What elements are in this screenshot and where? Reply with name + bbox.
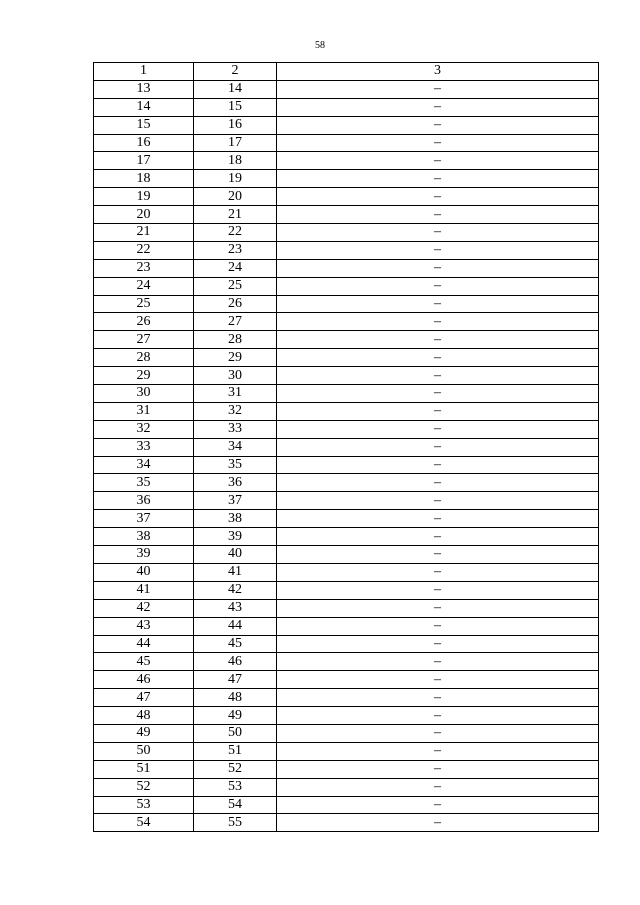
- table-cell-col-2: 26: [194, 295, 277, 313]
- table-cell-col-2: 48: [194, 689, 277, 707]
- table-cell-col-3: –: [277, 796, 599, 814]
- table-cell-col-2: 39: [194, 528, 277, 546]
- table-cell-col-2: 30: [194, 367, 277, 385]
- table-cell-col-1: 29: [94, 367, 194, 385]
- table-cell-col-2: 31: [194, 385, 277, 403]
- table-cell-col-1: 20: [94, 206, 194, 224]
- table-cell-col-1: 44: [94, 635, 194, 653]
- table-cell-col-1: 38: [94, 528, 194, 546]
- table-cell-col-2: 44: [194, 617, 277, 635]
- table-row: [94, 331, 599, 349]
- table-cell-col-2: 54: [194, 796, 277, 814]
- column-header-1: 1: [94, 63, 194, 81]
- table-cell-col-1: 17: [94, 152, 194, 170]
- table-cell-col-1: 23: [94, 259, 194, 277]
- table-cell-col-2: 15: [194, 98, 277, 116]
- table-cell-col-1: 51: [94, 760, 194, 778]
- table-cell-col-2: 22: [194, 224, 277, 242]
- table-row: [94, 760, 599, 778]
- table-row: [94, 80, 599, 98]
- table-cell-col-1: 24: [94, 277, 194, 295]
- table-cell-col-1: 54: [94, 814, 194, 832]
- table-cell-col-3: –: [277, 385, 599, 403]
- table-cell-col-3: –: [277, 420, 599, 438]
- table-cell-col-1: 47: [94, 689, 194, 707]
- table-row: [94, 259, 599, 277]
- table-cell-col-3: –: [277, 814, 599, 832]
- table-cell-col-1: 28: [94, 349, 194, 367]
- table-cell-col-2: 16: [194, 116, 277, 134]
- table-row: [94, 367, 599, 385]
- table-cell-col-3: –: [277, 170, 599, 188]
- table-row: [94, 617, 599, 635]
- table-row: [94, 474, 599, 492]
- table-cell-col-2: 32: [194, 402, 277, 420]
- table-row: [94, 671, 599, 689]
- table-cell-col-1: 52: [94, 778, 194, 796]
- table-cell-col-3: –: [277, 546, 599, 564]
- table-cell-col-3: –: [277, 116, 599, 134]
- table-cell-col-2: 46: [194, 653, 277, 671]
- table-cell-col-2: 14: [194, 80, 277, 98]
- table-cell-col-2: 50: [194, 724, 277, 742]
- table-cell-col-1: 53: [94, 796, 194, 814]
- table-cell-col-1: 15: [94, 116, 194, 134]
- table-cell-col-3: –: [277, 367, 599, 385]
- table-row: [94, 98, 599, 116]
- table-row: [94, 313, 599, 331]
- table-cell-col-2: 47: [194, 671, 277, 689]
- table-cell-col-3: –: [277, 295, 599, 313]
- table-cell-col-1: 50: [94, 742, 194, 760]
- table-cell-col-1: 14: [94, 98, 194, 116]
- table-row: [94, 778, 599, 796]
- table-cell-col-3: –: [277, 206, 599, 224]
- table-row: [94, 563, 599, 581]
- table-cell-col-1: 46: [94, 671, 194, 689]
- table-cell-col-1: 41: [94, 581, 194, 599]
- table-row: [94, 402, 599, 420]
- table-cell-col-1: 33: [94, 438, 194, 456]
- table-cell-col-3: –: [277, 134, 599, 152]
- table-cell-col-3: –: [277, 313, 599, 331]
- table-row: [94, 653, 599, 671]
- table-cell-col-3: –: [277, 581, 599, 599]
- table-cell-col-1: 30: [94, 385, 194, 403]
- table-cell-col-3: –: [277, 492, 599, 510]
- column-header-2: 2: [194, 63, 277, 81]
- table-cell-col-2: 35: [194, 456, 277, 474]
- table-cell-col-3: –: [277, 635, 599, 653]
- table-cell-col-2: 43: [194, 599, 277, 617]
- table-row: [94, 456, 599, 474]
- table-row: [94, 742, 599, 760]
- table-cell-col-2: 18: [194, 152, 277, 170]
- table-cell-col-2: 53: [194, 778, 277, 796]
- table-row: [94, 206, 599, 224]
- table-cell-col-1: 48: [94, 707, 194, 725]
- table-row: [94, 599, 599, 617]
- table-cell-col-3: –: [277, 563, 599, 581]
- table-cell-col-2: 41: [194, 563, 277, 581]
- table-cell-col-2: 33: [194, 420, 277, 438]
- table-cell-col-3: –: [277, 98, 599, 116]
- table-cell-col-3: –: [277, 689, 599, 707]
- table-row: [94, 170, 599, 188]
- page-number: 58: [315, 40, 325, 51]
- table-row: [94, 528, 599, 546]
- table-cell-col-1: 40: [94, 563, 194, 581]
- table-cell-col-3: –: [277, 349, 599, 367]
- table-cell-col-1: 36: [94, 492, 194, 510]
- table-row: [94, 134, 599, 152]
- table-row: [94, 385, 599, 403]
- table-cell-col-1: 39: [94, 546, 194, 564]
- table-cell-col-3: –: [277, 438, 599, 456]
- table-cell-col-2: 55: [194, 814, 277, 832]
- table-cell-col-3: –: [277, 188, 599, 206]
- table-cell-col-3: –: [277, 707, 599, 725]
- table-row: [94, 581, 599, 599]
- table-cell-col-2: 28: [194, 331, 277, 349]
- table-cell-col-2: 23: [194, 241, 277, 259]
- table-cell-col-2: 40: [194, 546, 277, 564]
- table-cell-col-3: –: [277, 456, 599, 474]
- table-cell-col-2: 19: [194, 170, 277, 188]
- table-cell-col-2: 45: [194, 635, 277, 653]
- data-table: [93, 62, 599, 832]
- table-cell-col-3: –: [277, 259, 599, 277]
- table-cell-col-3: –: [277, 778, 599, 796]
- table-cell-col-3: –: [277, 653, 599, 671]
- table-cell-col-3: –: [277, 331, 599, 349]
- table-cell-col-1: 32: [94, 420, 194, 438]
- table-cell-col-3: –: [277, 671, 599, 689]
- table-cell-col-2: 49: [194, 707, 277, 725]
- table-cell-col-2: 27: [194, 313, 277, 331]
- table-row: [94, 814, 599, 832]
- table-cell-col-3: –: [277, 528, 599, 546]
- table-cell-col-1: 45: [94, 653, 194, 671]
- table-cell-col-1: 16: [94, 134, 194, 152]
- table-row: [94, 510, 599, 528]
- table-cell-col-3: –: [277, 224, 599, 242]
- table-cell-col-1: 37: [94, 510, 194, 528]
- table-row: [94, 796, 599, 814]
- table-cell-col-1: 35: [94, 474, 194, 492]
- table-cell-col-1: 19: [94, 188, 194, 206]
- table-cell-col-1: 25: [94, 295, 194, 313]
- table-cell-col-3: –: [277, 152, 599, 170]
- table-cell-col-3: –: [277, 402, 599, 420]
- table-cell-col-3: –: [277, 474, 599, 492]
- table-cell-col-2: 21: [194, 206, 277, 224]
- column-header-3: 3: [277, 63, 599, 81]
- table-cell-col-2: 52: [194, 760, 277, 778]
- table-row: [94, 420, 599, 438]
- table-cell-col-1: 42: [94, 599, 194, 617]
- table-row: [94, 116, 599, 134]
- table-row: [94, 152, 599, 170]
- table-header-row: [94, 63, 599, 81]
- table-row: [94, 224, 599, 242]
- table-cell-col-1: 34: [94, 456, 194, 474]
- table-row: [94, 241, 599, 259]
- table-row: [94, 295, 599, 313]
- table-row: [94, 438, 599, 456]
- table-cell-col-2: 25: [194, 277, 277, 295]
- table-cell-col-3: –: [277, 760, 599, 778]
- table-cell-col-1: 13: [94, 80, 194, 98]
- table-row: [94, 277, 599, 295]
- table-cell-col-3: –: [277, 742, 599, 760]
- table-cell-col-2: 37: [194, 492, 277, 510]
- table-cell-col-3: –: [277, 510, 599, 528]
- table-cell-col-2: 34: [194, 438, 277, 456]
- table-row: [94, 492, 599, 510]
- table-cell-col-1: 26: [94, 313, 194, 331]
- table-cell-col-2: 42: [194, 581, 277, 599]
- table-cell-col-3: –: [277, 599, 599, 617]
- table-cell-col-1: 18: [94, 170, 194, 188]
- table-cell-col-3: –: [277, 241, 599, 259]
- table-cell-col-3: –: [277, 80, 599, 98]
- table-cell-col-3: –: [277, 617, 599, 635]
- table-cell-col-2: 38: [194, 510, 277, 528]
- table-cell-col-2: 24: [194, 259, 277, 277]
- table-cell-col-2: 36: [194, 474, 277, 492]
- table-cell-col-2: 20: [194, 188, 277, 206]
- table-row: [94, 707, 599, 725]
- table-row: [94, 188, 599, 206]
- table-row: [94, 635, 599, 653]
- table-row: [94, 689, 599, 707]
- table-cell-col-2: 29: [194, 349, 277, 367]
- table-cell-col-1: 22: [94, 241, 194, 259]
- table-cell-col-1: 49: [94, 724, 194, 742]
- table-cell-col-1: 27: [94, 331, 194, 349]
- table-cell-col-1: 31: [94, 402, 194, 420]
- table-cell-col-3: –: [277, 724, 599, 742]
- table-cell-col-3: –: [277, 277, 599, 295]
- table-cell-col-1: 21: [94, 224, 194, 242]
- table-row: [94, 546, 599, 564]
- table-cell-col-1: 43: [94, 617, 194, 635]
- table-cell-col-2: 51: [194, 742, 277, 760]
- table-body: [94, 63, 599, 832]
- table-row: [94, 349, 599, 367]
- table-cell-col-2: 17: [194, 134, 277, 152]
- table-row: [94, 724, 599, 742]
